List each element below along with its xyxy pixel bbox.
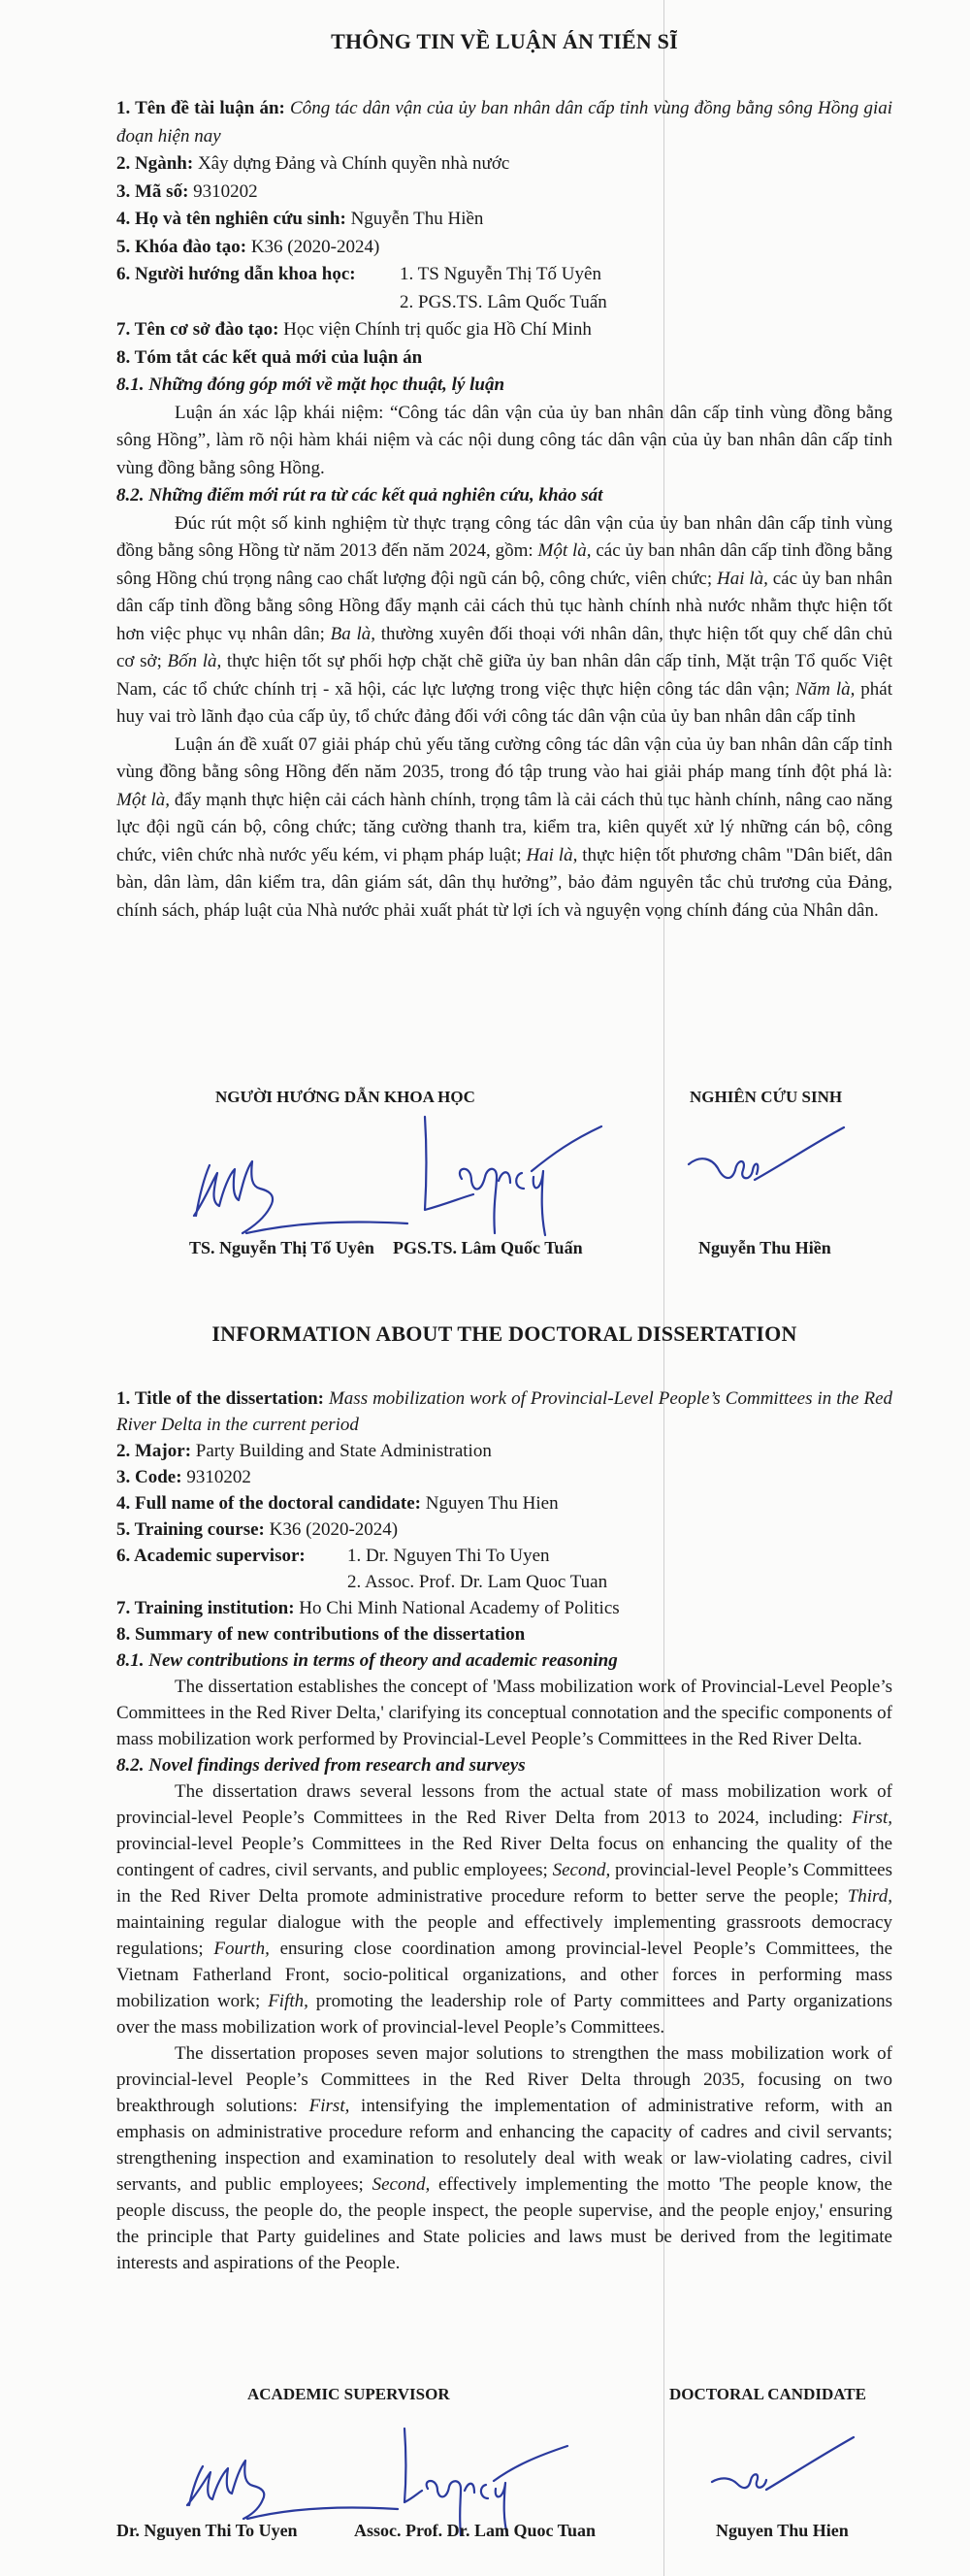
en-supervisor-2: 2. Assoc. Prof. Dr. Lam Quoc Tuan xyxy=(347,1572,608,1592)
vi-s81-heading: 8.1. Những đóng góp mới về mặt học thuật, lý luận xyxy=(116,375,505,395)
paragraph-text-run: các ủy ban nhân dân cấp tỉnh đồng bằng sông Hồng chú trọng nâng cao chất lượng đội ngũ cán bộ, công chức, viên chức; xyxy=(116,540,892,589)
enumerator-label: Một là, xyxy=(537,540,592,561)
en-item2-label: 2. Major: xyxy=(116,1441,192,1461)
en-item5-label: 5. Training course: xyxy=(116,1519,265,1540)
vi-item5-value: K36 (2020-2024) xyxy=(250,236,380,257)
paragraph-text-run: The dissertation draws several lessons from the actual state of mass mobilization work of provincial-level People’s Committees in the Red River Delta from 2013 to 2024, including: xyxy=(116,1781,892,1828)
paragraph-text-run: maintaining regular dialogue with the people and effectively implementing grassroots democracy regulations; xyxy=(116,1912,892,1959)
vi-item-institution xyxy=(116,316,892,344)
vi-signature-supervisor-1 xyxy=(184,1140,417,1247)
enumerator-label: Hai là, xyxy=(716,568,768,589)
paragraph-text-run: đẩy mạnh thực hiện cải cách hành chính, trọng tâm là cải cách thủ tục hành chính, nâng cao năng lực đội ngũ cán bộ, công chức; tăng cường thanh tra, kiểm tra, kiên quyết xử lý những cán bộ, công chức, viên chức nhà nước yếu kém, vi phạm pháp luật; xyxy=(116,789,893,865)
en-item-candidate xyxy=(116,1490,892,1516)
vi-item8-heading: 8. Tóm tắt các kết quả mới của luận án xyxy=(116,346,423,368)
vi-item-supervisors xyxy=(116,261,892,289)
vi-item7-label: 7. Tên cơ sở đào tạo: xyxy=(116,319,279,340)
en-item-code xyxy=(116,1464,892,1490)
en-s82-paragraph-2 xyxy=(116,2040,892,2276)
enumerator-label: Second, xyxy=(552,1860,611,1880)
vi-item4-label: 4. Họ và tên nghiên cứu sinh: xyxy=(116,209,346,229)
paragraph-text-run: ensuring close coordination among provincial-level People’s Committees, the Vietnam Fatherland Front, socio-political organizations, and other forces in performing mass mobilization work; xyxy=(116,1939,893,2011)
vi-item3-label: 3. Mã số: xyxy=(116,180,189,202)
en-item6-label: 6. Academic supervisor: xyxy=(116,1546,306,1566)
paragraph-text-run: thực hiện tốt sự phối hợp chặt chẽ giữa ủy ban nhân dân cấp tỉnh, Mặt trận Tổ quốc Việt Nam, các tổ chức chính trị - xã hội, các lực lượng trong việc thực hiện công tác dân vận; xyxy=(116,651,892,700)
en-supervisor-heading: ACADEMIC SUPERVISOR xyxy=(247,2385,450,2403)
vi-candidate-heading: NGHIÊN CỨU SINH xyxy=(690,1088,843,1106)
vi-item7-value: Học viện Chính trị quốc gia Hồ Chí Minh xyxy=(283,319,592,340)
vi-item4-value: Nguyễn Thu Hiền xyxy=(350,209,484,229)
enumerator-label: Hai là, xyxy=(526,844,578,865)
paragraph-text-run: promoting the leadership role of Party committees and Party organizations over the mass mobilization work of provincial-level People’s Committees. xyxy=(116,1991,892,2038)
en-supervisor-1: 1. Dr. Nguyen Thi To Uyen xyxy=(347,1546,550,1566)
en-item4-value: Nguyen Thu Hien xyxy=(425,1493,559,1514)
paragraph-text-run: The dissertation proposes seven major solutions to strengthen the mass mobilization work of provincial-level People’s Committees in the Red River Delta through 2035, focusing on two breakthrough solutions: xyxy=(116,2043,892,2116)
vi-item-thesis-title: 1. Tên đề tài luận án: Công tác dân vận của ủy ban nhân dân cấp tỉnh vùng đồng bằng sông Hồng giai đoạn hiện nay xyxy=(116,98,893,147)
en-item7-label: 7. Training institution: xyxy=(116,1598,295,1618)
en-item-thesis-title xyxy=(116,1386,892,1438)
vi-s82-heading: 8.2. Những điểm mới rút ra từ các kết quả nghiên cứu, khảo sát xyxy=(116,485,603,505)
vi-item3-value: 9310202 xyxy=(193,180,258,202)
enumerator-label: Fourth, xyxy=(213,1939,270,1959)
en-item5-value: K36 (2020-2024) xyxy=(269,1519,399,1540)
paragraph-text-run: provincial-level People’s Committees in the Red River Delta focus on enhancing the quality of the contingent of cadres, civil servants, and public employees; xyxy=(116,1834,892,1880)
paragraph-text-run: Luận án đề xuất 07 giải pháp chủ yếu tăng cường công tác dân vận của ủy ban nhân dân cấp tỉnh vùng đồng bằng sông Hồng đến năm 2035, trong đó tập trung vào hai giải pháp mang tính đột phá là: xyxy=(116,734,892,782)
en-item-supervisors xyxy=(116,1543,892,1569)
vi-signature-candidate xyxy=(679,1125,863,1213)
vi-item-course xyxy=(116,234,892,262)
en-signature-candidate xyxy=(706,2435,871,2513)
en-candidate-name: Nguyen Thu Hien xyxy=(716,2521,849,2540)
paragraph-text-run: thường xuyên đối thoại với nhân dân, thực hiện tốt quy chế dân chủ cơ sở; xyxy=(116,623,893,671)
vi-item1-label: 1. Tên đề tài luận án xyxy=(116,98,279,118)
vi-candidate-name: Nguyễn Thu Hiền xyxy=(698,1238,831,1257)
en-item-course xyxy=(116,1516,892,1543)
en-candidate-heading: DOCTORAL CANDIDATE xyxy=(669,2385,866,2403)
en-item8-heading: 8. Summary of new contributions of the dissertation xyxy=(116,1624,526,1645)
vi-supervisor-1: 1. TS Nguyễn Thị Tố Uyên xyxy=(400,264,601,284)
en-item1-label: 1. Title of the dissertation: xyxy=(116,1388,324,1409)
vi-signature-supervisor-2 xyxy=(417,1109,630,1255)
vi-page-title: THÔNG TIN VỀ LUẬN ÁN TIẾN SĨ xyxy=(331,29,678,53)
vi-s81-text: Luận án xác lập khái niệm: “Công tác dân vận của ủy ban nhân dân cấp tỉnh vùng đồng bằng sông Hồng”, làm rõ nội hàm khái niệm và các nội dung công tác dân vận của ủy ban nhân dân cấp tỉnh vùng đồng bằng sông Hồng. xyxy=(116,402,892,478)
vi-item2-label: 2. Ngành: xyxy=(116,153,194,174)
vi-item5-label: 5. Khóa đào tạo: xyxy=(116,236,247,257)
en-supervisor-2-name: Assoc. Prof. Dr. Lam Quoc Tuan xyxy=(354,2521,597,2540)
vi-item-code xyxy=(116,179,892,207)
vi-item1-value: Công tác dân vận của ủy ban nhân dân cấp tỉnh vùng đồng bằng sông Hồng giai đoạn hiện nay xyxy=(116,98,893,147)
vi-s82-paragraph-2 xyxy=(116,732,892,926)
vi-s82-paragraph-1 xyxy=(116,510,892,732)
en-page-title: INFORMATION ABOUT THE DOCTORAL DISSERTATION xyxy=(211,1321,797,1346)
paragraph-text-run: Đúc rút một số kinh nghiệm từ thực trạng công tác dân vận của ủy ban nhân dân cấp tỉnh vùng đồng bằng sông Hồng từ năm 2013 đến năm 2024, gồm: xyxy=(116,512,892,561)
enumerator-label: Second, xyxy=(372,2174,431,2195)
en-item4-label: 4. Full name of the doctoral candidate: xyxy=(116,1493,422,1514)
enumerator-label: Năm là, xyxy=(795,678,856,700)
vietnamese-section xyxy=(116,29,892,925)
en-item-supervisors-cont xyxy=(116,1569,892,1595)
enumerator-label: Ba là, xyxy=(330,623,376,644)
vi-item6-label: 6. Người hướng dẫn khoa học: xyxy=(116,264,356,284)
vi-supervisor-heading: NGƯỜI HƯỚNG DẪN KHOA HỌC xyxy=(215,1088,475,1106)
enumerator-label: Fifth, xyxy=(268,1991,308,2011)
paragraph-text-run: thực hiện tốt phương châm "Dân biết, dân bàn, dân làm, dân kiểm tra, dân giám sát, dân thụ hưởng”, bảo đảm nguyên tắc chủ trương của Đảng, chính sách, pháp luật của Nhà nước phải xuất phát từ lợi ích và nguyện vọng chính đáng của Nhân dân. xyxy=(116,844,893,921)
paragraph-text-run: provincial-level People’s Committees in the Red River Delta promote administrative procedure reform to better serve the people; xyxy=(116,1860,892,1907)
enumerator-label: First, xyxy=(308,2096,350,2116)
enumerator-label: First, xyxy=(852,1808,892,1828)
vi-item-supervisors-cont xyxy=(116,289,892,317)
en-signature-supervisor-1 xyxy=(179,2445,403,2532)
en-s81-text: The dissertation establishes the concept of 'Mass mobilization work of Provincial-Level People’s Committees in the Red River Delta,' clarifying its conceptual connotation and the specific components of mass mobilization work performed by Provincial-Level People’s Committees in the Red River Delta. xyxy=(116,1677,892,1749)
en-item3-value: 9310202 xyxy=(186,1467,251,1487)
enumerator-label: Một là, xyxy=(116,789,171,810)
enumerator-label: Third, xyxy=(847,1886,892,1907)
en-item-institution xyxy=(116,1595,892,1621)
vi-item-candidate xyxy=(116,206,892,234)
english-section xyxy=(116,1321,892,2276)
vi-item-major xyxy=(116,150,892,179)
en-item3-label: 3. Code: xyxy=(116,1467,182,1487)
enumerator-label: Bốn là, xyxy=(167,651,222,671)
vi-supervisor-2-name: PGS.TS. Lâm Quốc Tuấn xyxy=(393,1238,583,1257)
en-supervisor-1-name: Dr. Nguyen Thi To Uyen xyxy=(116,2521,298,2540)
en-item7-value: Ho Chi Minh National Academy of Politics xyxy=(299,1598,620,1618)
vi-supervisor-1-name: TS. Nguyễn Thị Tố Uyên xyxy=(189,1238,374,1257)
paragraph-text-run: các ủy ban nhân dân cấp tỉnh đồng bằng sông Hồng đẩy mạnh cải cách thủ tục hành chính nhà nước nhằm thực hiện tốt hơn việc phục vụ nhân dân; xyxy=(116,568,893,644)
paragraph-text-run: phát huy vai trò lãnh đạo của cấp ủy, tổ chức đảng đối với công tác dân vận của ủy ban nhân dân cấp tỉnh xyxy=(116,678,892,727)
en-item-major xyxy=(116,1438,892,1464)
en-s82-paragraph-1 xyxy=(116,1778,892,2040)
paragraph-text-run: intensifying the implementation of administrative reform, with an emphasis on administrative procedure reform and enhancing the capacity of cadres and civil servants; strengthening inspection and examination to resolutely deal with weak or law-violating cadres, civil servants, and public employees; xyxy=(116,2096,892,2195)
en-item2-value: Party Building and State Administration xyxy=(195,1441,492,1461)
en-s82-heading: 8.2. Novel findings derived from research and surveys xyxy=(116,1755,526,1776)
paragraph-text-run: effectively implementing the motto 'The people know, the people discuss, the people do, the people inspect, the people supervise, and the people enjoy,' ensuring the principle that Party guidelines and State policies and laws must be derived from the legitimate interests and aspirations of the People. xyxy=(116,2174,892,2273)
en-item1-value: Mass mobilization work of Provincial-Level People’s Committees in the Red River Delta in the current period xyxy=(116,1388,893,1435)
vi-item2-value: Xây dựng Đảng và Chính quyền nhà nước xyxy=(197,153,510,174)
vi-supervisor-2: 2. PGS.TS. Lâm Quốc Tuấn xyxy=(400,291,607,312)
en-s81-heading: 8.1. New contributions in terms of theory and academic reasoning xyxy=(116,1650,618,1671)
